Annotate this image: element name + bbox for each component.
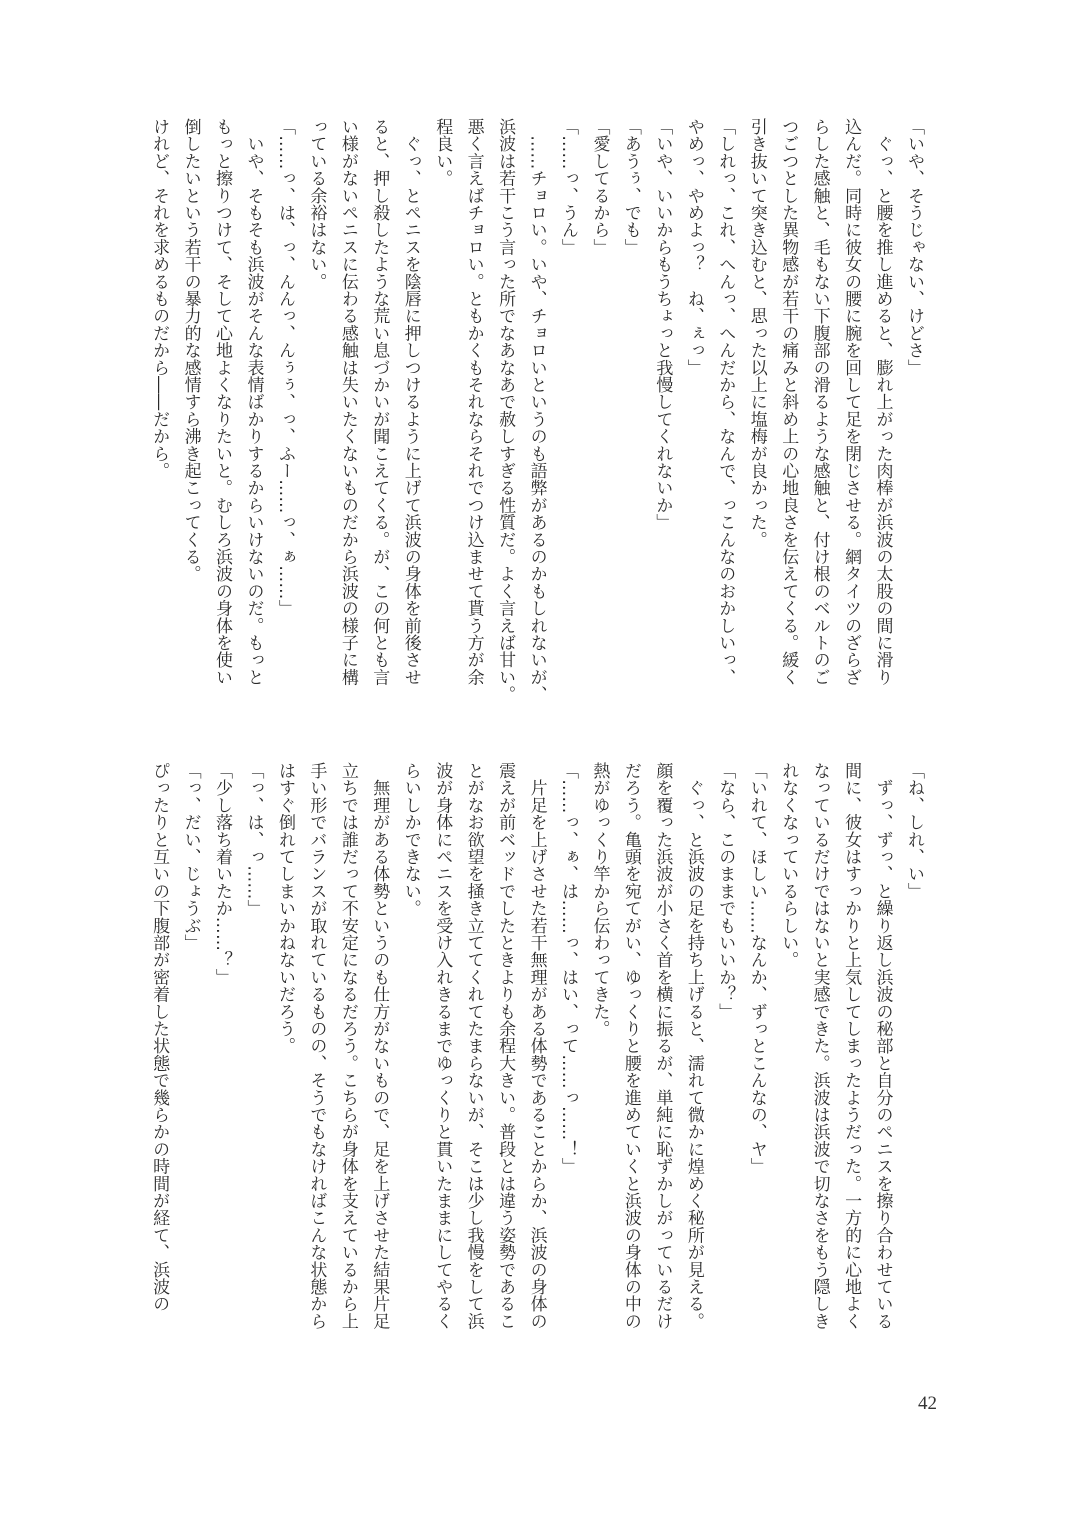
text-line: 無理がある体勢というのも仕方がないもので、足を上げさせた結果片足 <box>369 762 390 1330</box>
text-line: 「……っ、うん」 <box>558 118 579 256</box>
text-line: つごつとした異物感が若干の痛みと斜め上の心地良さを伝えてくる。緩く <box>778 118 799 686</box>
text-line: ると、押し殺したような荒い息づかいが聞こえてくる。が、この何とも言 <box>369 118 390 686</box>
text-line: ……チョロい。いや、チョロいというのも語弊があるのかもしれないが、 <box>526 118 547 703</box>
text-line: 「しれっ、これ、へんっ、へんだから、なんで、っこんなのおかしいっ、 <box>715 118 736 686</box>
text-line: らした感触と、毛もない下腹部の滑るような感触と、付け根のベルトのご <box>809 118 830 686</box>
text-line: 「いれて、ほしい……なんか、ずっとこんなの、ヤ」 <box>746 762 767 1175</box>
text-line: 手い形でバランスが取れているものの、そうでもなければこんな状態から <box>306 762 327 1330</box>
text-line: けれど、それを求めるものだから――だから。 <box>149 118 170 480</box>
text-line: 「愛してるから」 <box>589 118 610 256</box>
text-line: 「少し落ち着いたか……？」 <box>212 762 233 986</box>
text-line: 波が身体にペニスを受け入れきるまでゆっくりと貫いたままにしてやるく <box>432 762 453 1330</box>
text-line: 程良い。 <box>432 118 453 187</box>
text-line: 「……っ、ぁ、は……っ、はい、って……っ……！」 <box>558 762 579 1175</box>
text-line: ぐっ、と浜波の足を持ち上げると、濡れて微かに煌めく秘所が見える。 <box>683 762 704 1330</box>
text-line: 「なら、このままでもいいか？」 <box>715 762 736 1020</box>
lower-text-block <box>143 762 929 1362</box>
text-line: ずっ、ずっ、と繰り返し浜波の秘部と自分のペニスを擦り合わせている <box>872 762 893 1330</box>
text-line: 「……っ、は、っ、んんっ、んぅぅ、っ、ふー……っ、ぁ……」 <box>274 118 295 617</box>
text-line: 立ちでは誰だって不安定になるだろう。こちらが身体を支えているから上 <box>337 762 358 1330</box>
text-line: っている余裕はない。 <box>306 118 327 290</box>
text-line: ぴったりと互いの下腹部が密着した状態で幾らかの時間が経て、浜波の <box>149 762 170 1313</box>
text-line: 倒したいという若干の暴力的な感情すら沸き起こってくる。 <box>180 118 201 583</box>
text-line: 引き抜いて突き込むと、思った以上に塩梅が良かった。 <box>746 118 767 548</box>
text-line: 熱がゆっくり竿から伝わってきた。 <box>589 762 610 1038</box>
text-line: 「っ、は、っ……」 <box>243 762 264 917</box>
text-line: ぐっ、とペニスを陰唇に押しつけるように上げて浜波の身体を前後させ <box>400 118 421 686</box>
text-line: いや、そもそも浜波がそんな表情ばかりするからいけないのだ。もっと <box>243 118 264 686</box>
text-line: 「いや、そうじゃない、けどさ」 <box>904 118 924 376</box>
text-line: い様がないペニスに伝わる感触は失いたくないものだから浜波の様子に構 <box>337 118 358 686</box>
text-line: 悪く言えばチョロい。ともかくもそれならそれでつけ込ませて貰う方が余 <box>463 118 484 686</box>
text-line: やめっ、やめよっ？ ね、ぇっ」 <box>683 118 704 376</box>
text-line: 「いや、いいからもうちょっと我慢してくれないか」 <box>652 118 673 531</box>
text-line: だろう。亀頭を宛てがい、ゆっくりと腰を進めていくと浜波の身体の中の <box>620 762 641 1330</box>
text-line: 「ね、しれ、い」 <box>904 762 924 900</box>
text-line: らいしかできない。 <box>400 762 421 917</box>
text-line: れなくなっているらしい。 <box>778 762 799 969</box>
upper-text-block <box>143 118 929 718</box>
text-line: 込んだ。同時に彼女の腰に腕を回して足を閉じさせる。網タイツのざらざ <box>841 118 862 686</box>
text-line: ぐっ、と腰を推し進めると、膨れ上がった肉棒が浜波の太股の間に滑り <box>872 118 893 686</box>
text-line: なっているだけではないと実感できた。浜波は浜波で切なさをもう隠しき <box>809 762 830 1330</box>
text-line: 浜波は若干こう言った所でなあなあで赦しすぎる性質だ。よく言えば甘い。 <box>495 118 516 703</box>
text-line: 「っ、だい、じょうぶ」 <box>180 762 201 952</box>
text-line: 片足を上げさせた若干無理がある体勢であることからか、浜波の身体の <box>526 762 547 1330</box>
text-line: はすぐ倒れてしまいかねないだろう。 <box>274 762 295 1055</box>
text-line: 震えが前ベッドでしたときよりも余程大きい。普段とは違う姿勢であるこ <box>495 762 516 1330</box>
text-line: もっと擦りつけて、そして心地よくなりたいと。むしろ浜波の身体を使い <box>212 118 233 686</box>
text-line: 「あうぅ、でも」 <box>620 118 641 256</box>
text-line: 間に、彼女はすっかりと上気してしまったようだった。一方的に心地よく <box>841 762 862 1330</box>
text-line: 顔を覆った浜波が小さく首を横に振るが、単純に恥ずかしがっているだけ <box>652 762 673 1330</box>
page-number: 42 <box>918 1393 937 1414</box>
text-line: とがなお欲望を掻き立ててくれてたまらないが、そこは少し我慢をして浜 <box>463 762 484 1330</box>
